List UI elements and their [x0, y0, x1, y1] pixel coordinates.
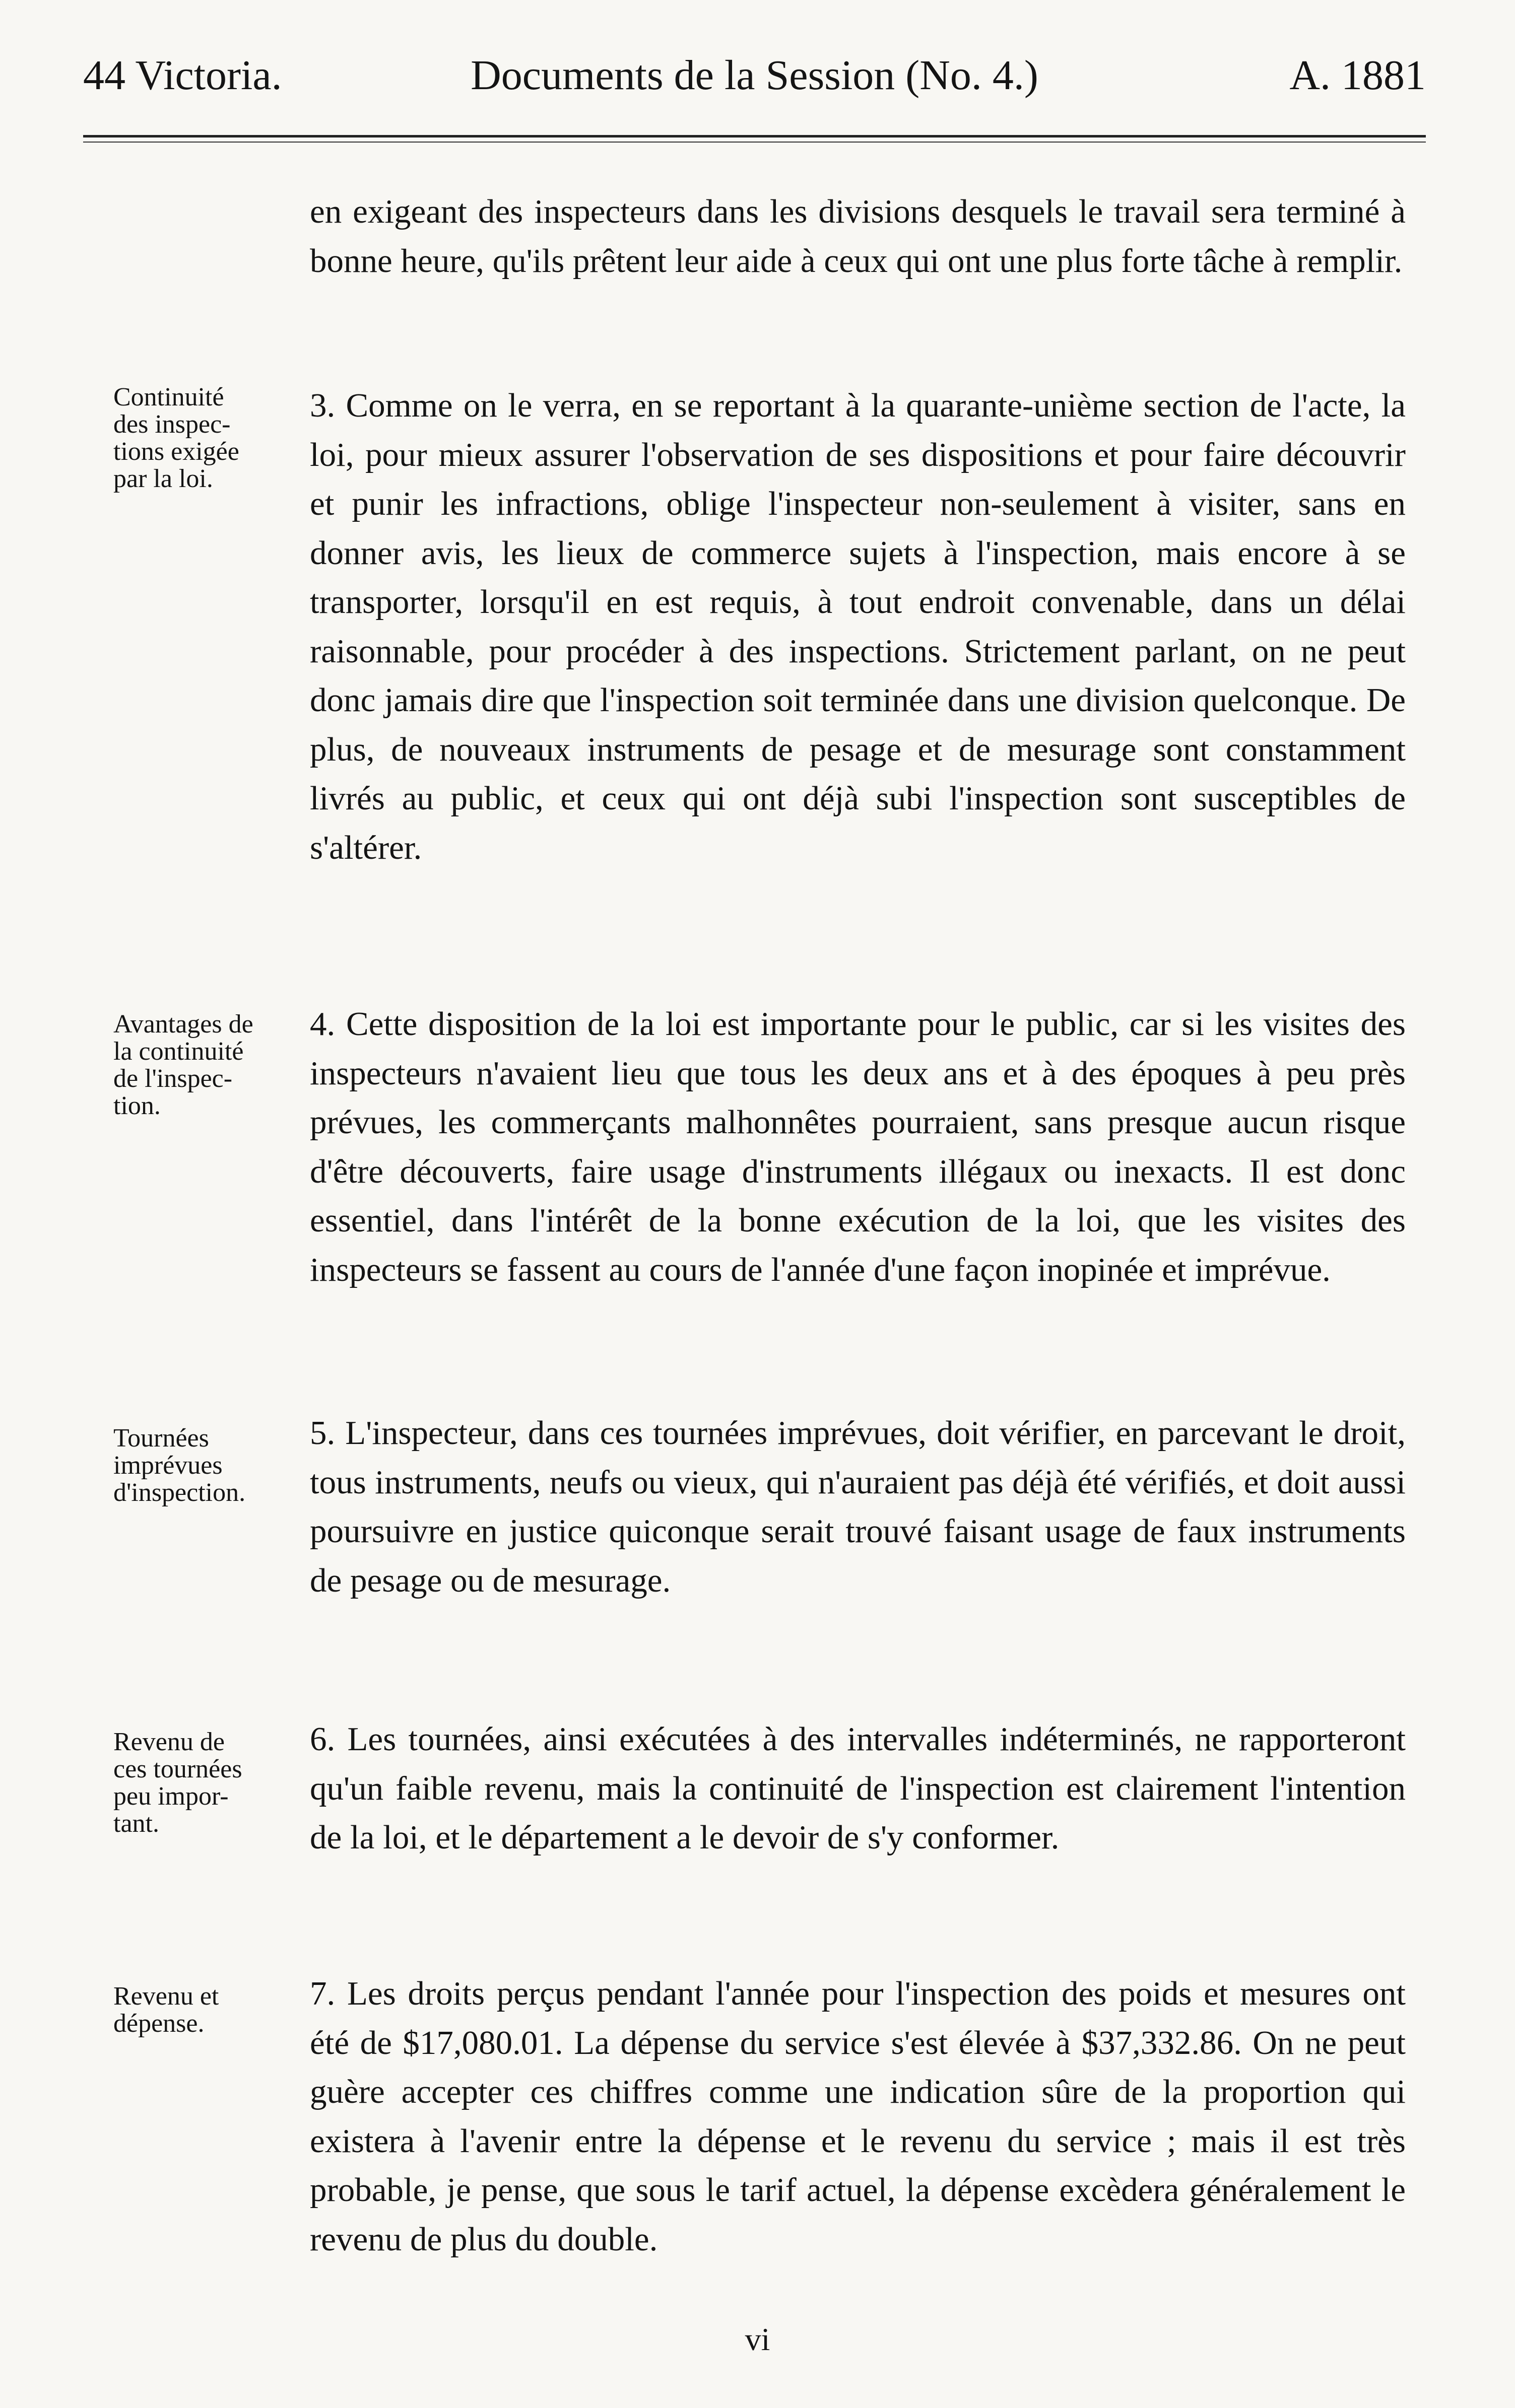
header-document-title: Documents de la Session (No. 4.)	[471, 52, 1038, 99]
sidenote-tournees: Tournées imprévues d'inspection.	[113, 1424, 246, 1507]
sidenote-continuite: Continuité des inspec- tions exigée par la loi.	[113, 383, 239, 493]
header-rule-thick	[83, 135, 1426, 137]
paragraph-6: 6. Les tournées, ainsi exécutées à des intervalles indéterminés, ne rapporteront qu'un faible revenu, mais la continuité de l'inspection est clairement l'intention de la loi, et le département a le devoir de s'y conformer.	[310, 1721, 1406, 1856]
paragraph-7: 7. Les droits perçus pendant l'année pour l'inspection des poids et mesures ont été de $17,080.01. La dépense du service s'est élevée à $37,332.86. On ne peut guère accepter ces chiffres comme une indication sûre de la proportion qui existera à l'avenir entre la dépense et le revenu du service ; mais il est très probable, je pense, que sous le tarif actuel, la dépense excèdera généralement le revenu de plus du double.	[310, 1975, 1406, 2258]
page-header	[83, 48, 1426, 103]
sidenote-revenu-depense: Revenu et dépense.	[113, 1982, 219, 2038]
paragraph-5: 5. L'inspecteur, dans ces tournées imprévues, doit vérifier, en parcevant le droit, tous instruments, neufs ou vieux, qui n'auraient pas déjà été vérifiés, et doit aussi poursuivre en justice quiconque serait trouvé faisant usage de faux instruments de pesage ou de mesurage.	[310, 1414, 1406, 1599]
paragraph-continuation: en exigeant des inspecteurs dans les divisions desquels le travail sera terminé à bonne heure, qu'ils prêtent leur aide à ceux qui ont une plus forte tâche à remplir.	[310, 193, 1406, 280]
header-session-year: 44 Victoria.	[83, 52, 282, 99]
paragraph-3: 3. Comme on le verra, en se reportant à la quarante-unième section de l'acte, la loi, pour mieux assurer l'observation de ses dispositions et pour faire découvrir et punir les infractions, oblige l'inspecteur non-seulement à visiter, sans en donner avis, les lieux de commerce sujets à l'inspection, mais encore à se transporter, lorsqu'il en est requis, à tout endroit convenable, dans un délai raisonnable, pour procéder à des inspections. Strictement parlant, on ne peut donc jamais dire que l'inspection soit terminée dans une division quelconque. De plus, de nouveaux instruments de pesage et de mesurage sont constamment livrés au public, et ceux qui ont déjà subi l'inspection sont susceptibles de s'altérer.	[310, 387, 1406, 866]
sidenote-avantages: Avantages de la continuité de l'inspec- tion.	[113, 1010, 253, 1120]
header-volume-year: A. 1881	[1289, 52, 1426, 99]
sidenote-revenu-tournees: Revenu de ces tournées peu impor- tant.	[113, 1728, 242, 1838]
page-number: vi	[745, 2321, 770, 2357]
paragraph-4: 4. Cette disposition de la loi est importante pour le public, car si les visites des inspecteurs n'avaient lieu que tous les deux ans et à des époques à peu près prévues, les commerçants malhonnêtes pourraient, sans presque aucun risque d'être découverts, faire usage d'instruments illégaux ou inexacts. Il est donc essentiel, dans l'intérêt de la bonne exécution de la loi, que les visites des inspecteurs se fassent au cours de l'année d'une façon inopinée et imprévue.	[310, 1005, 1406, 1288]
header-rule-thin	[83, 142, 1426, 143]
